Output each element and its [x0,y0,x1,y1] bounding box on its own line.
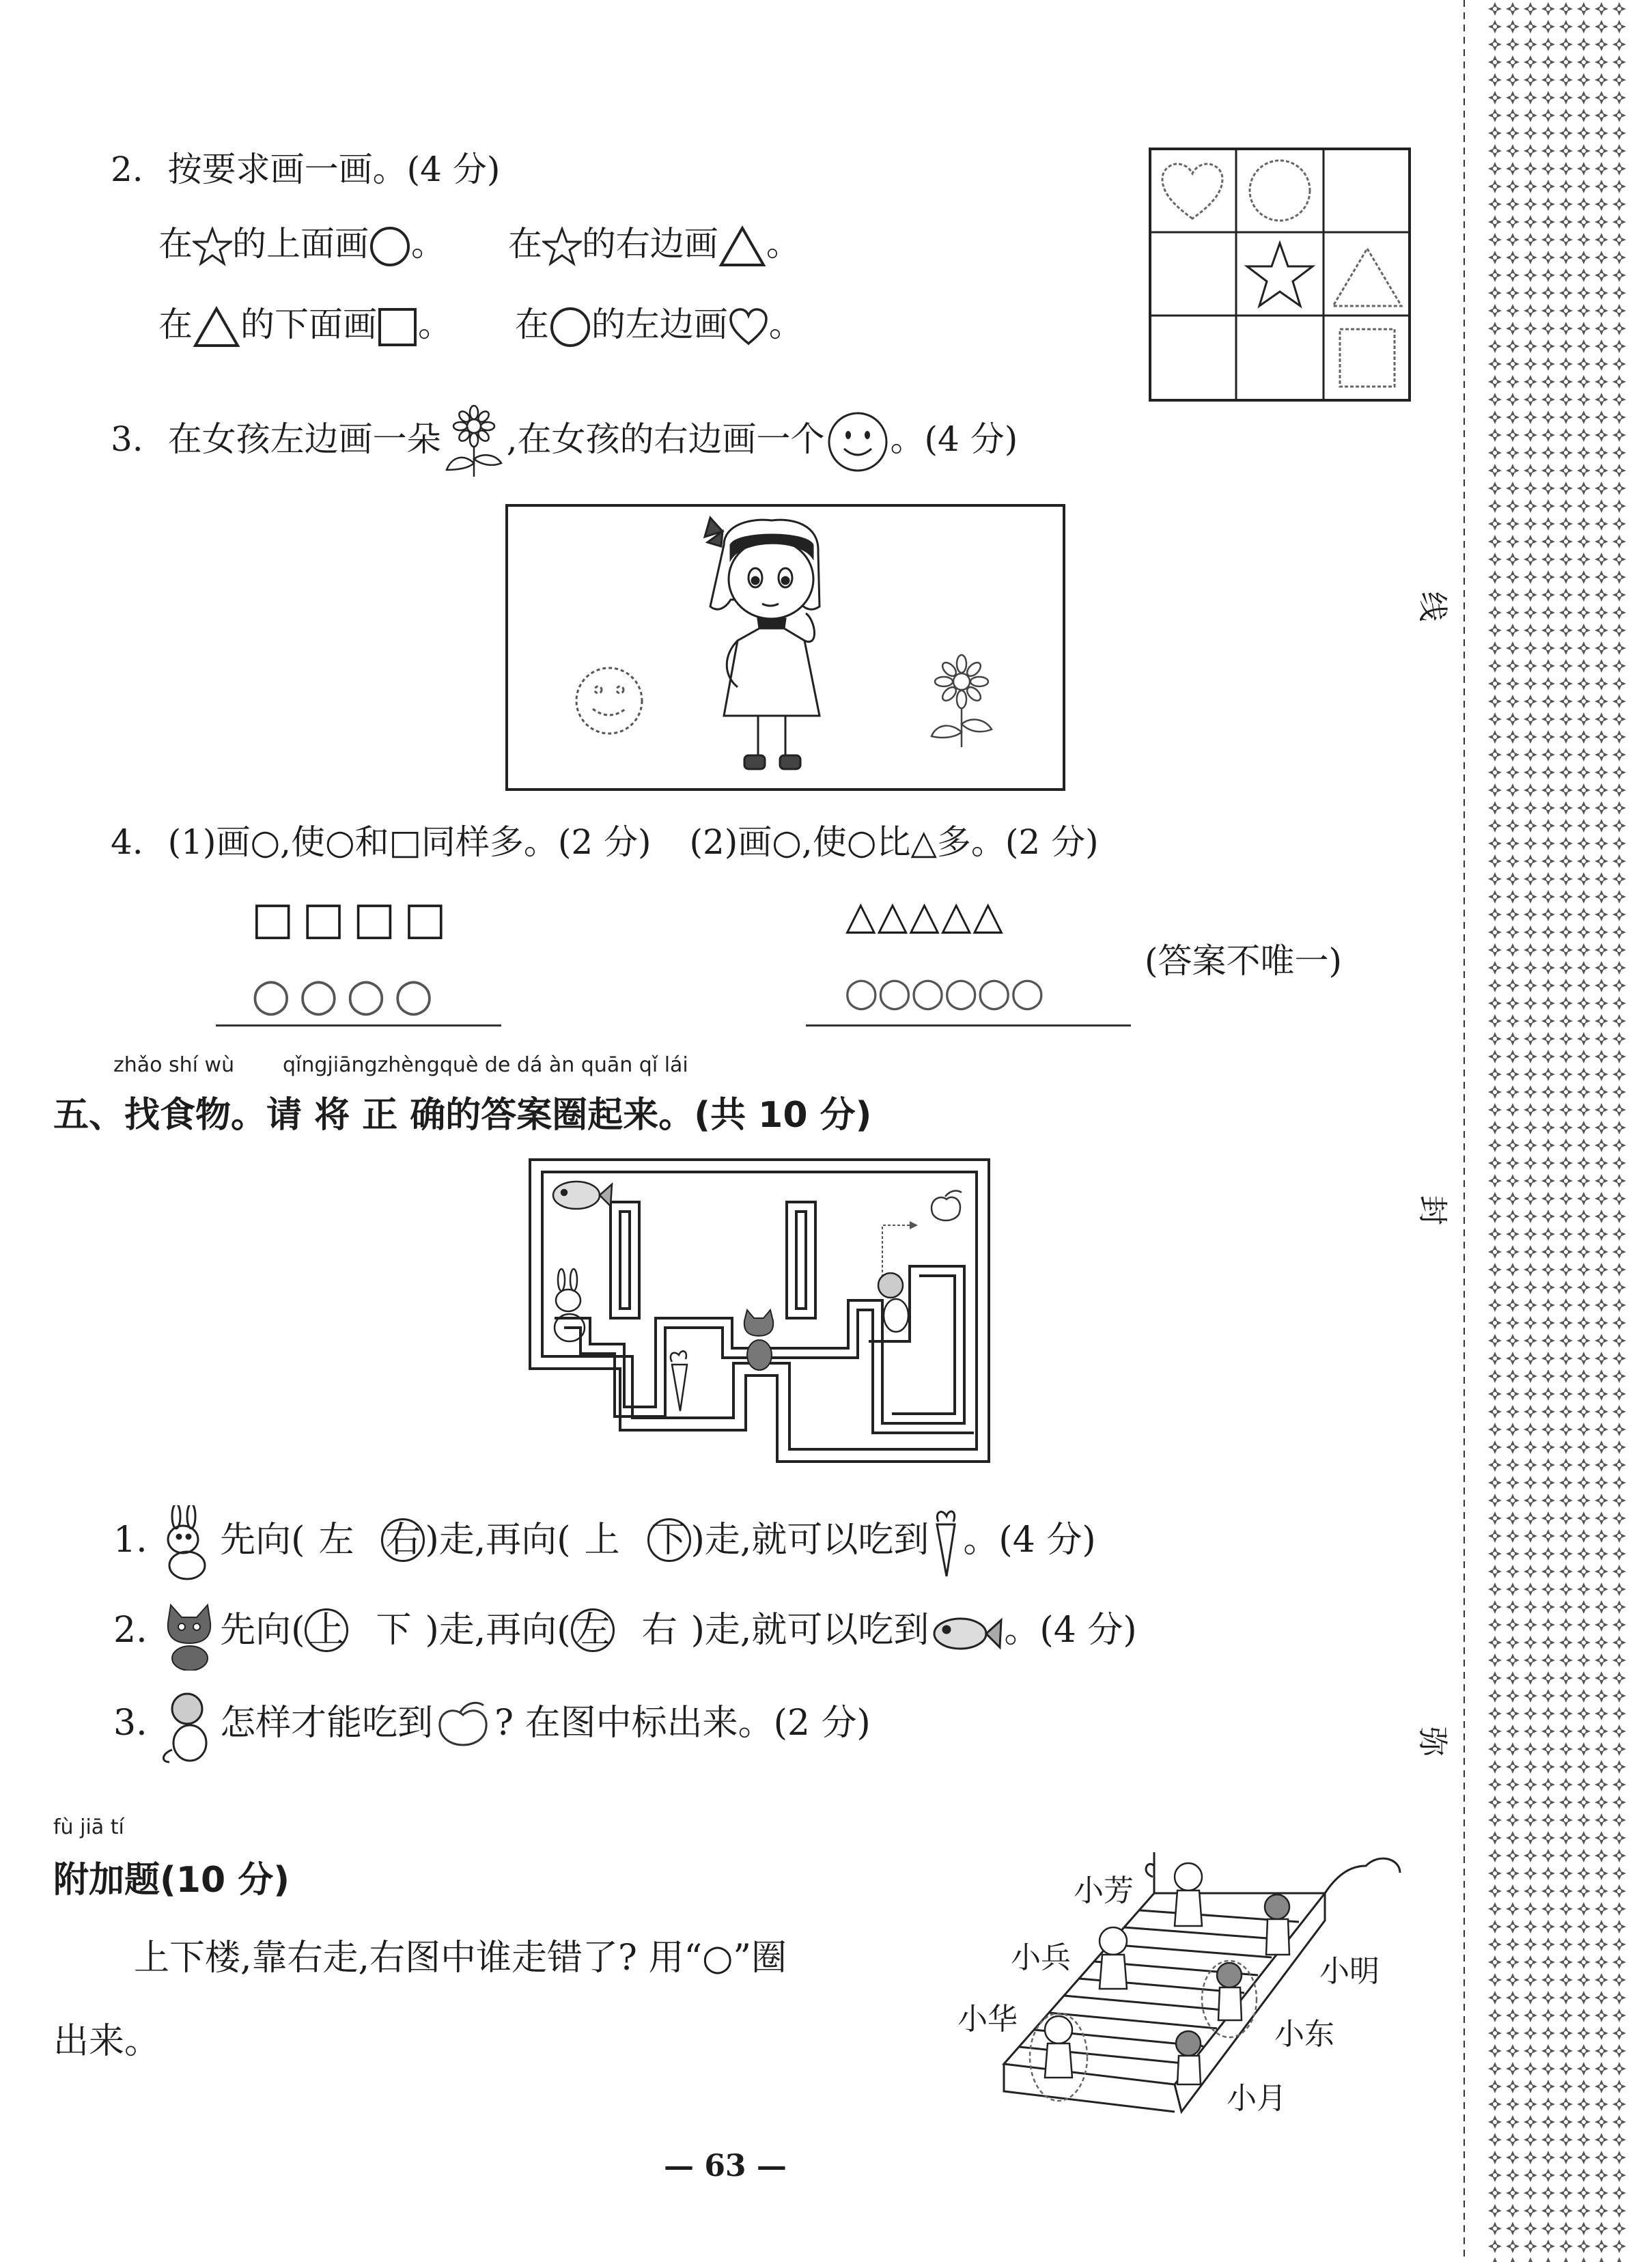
circled-answer: 下 [647,1518,691,1562]
binding-mark-seal: 封 [1415,1195,1450,1225]
s5-pinyin-a: zhǎo shí wù [113,1053,235,1077]
q4-circles6-answer: ○○○○○○ [844,968,1044,1015]
q4-circles-answer: ○○○○ [251,968,442,1021]
q2-line1: 在 的上面画 。 在 的右边画 。 [158,220,800,268]
s5q2-text: 2. 先向( 上 下 )走,再向( 左 右 )走,就可以吃到 。(4 分) [113,1593,1137,1671]
stairs-picture [983,1852,1407,2132]
s5q3-text: 3. 怎样才能吃到 ? 在图中标出来。(2 分) [113,1686,871,1763]
q2-line2: 在 的下面画 。 在 的左边画 。 [158,301,803,348]
s5q1-text: 1. 先向( 左 右 )走,再向( 上 下 )走,就可以吃到 。(4 分) [113,1503,1096,1580]
q4-text: 4. (1)画○,使○和□同样多。(2 分) (2)画○,使○比△多。(2 分) [111,822,1099,862]
name-xiaohua: 小华 [957,2002,1018,2037]
maze-picture [527,1157,992,1464]
fish-icon [929,1609,1004,1657]
flower-icon [441,404,507,479]
binding-mark-line: 线 [1415,591,1450,622]
s5-pinyin-b: qǐngjiāngzhèngquè de dá àn quān qǐ lái [283,1053,688,1077]
answer-note: (答案不唯一) [1145,941,1343,981]
girl-picture [505,504,1065,791]
binding-mark-close: 弥 [1415,1727,1450,1757]
circled-answer: 上 [305,1608,348,1652]
q2-title [111,145,500,193]
page-number: — 63 — [664,2149,787,2183]
name-xiaoming: 小明 [1319,1954,1380,1989]
monkey-icon [158,1688,220,1763]
peach-icon [433,1699,494,1753]
circled-answer: 右 [381,1518,425,1562]
bonus-title: 附加题(10 分) [53,1860,290,1901]
binding-strip [1451,0,1629,2262]
triangle-icon [1333,249,1401,306]
bonus-line2: 出来。 [53,2021,160,2062]
drawn-flower [932,655,992,747]
q4-squares: □□□□ [251,892,455,945]
girl-figure [705,518,820,769]
q4-answer-line-2 [806,1024,1131,1027]
fish-icon [553,1182,612,1209]
smiley-icon [825,409,891,475]
q4-triangles: △△△△△ [845,892,1005,938]
circle-icon [1250,160,1310,221]
bonus-pinyin: fù jiā tí [53,1815,124,1839]
rabbit-icon [158,1505,220,1580]
radish-icon [929,1505,963,1580]
cat-icon [744,1310,773,1370]
triangle-outline-icon [718,225,766,268]
shape-grid [1149,148,1411,402]
circle-outline-icon [549,306,591,348]
star-outline-icon [542,227,582,266]
square-outline-icon [377,307,418,348]
peach-icon [932,1191,962,1220]
s5-title: 五、找食物。请 将 正 确的答案圈起来。(共 10 分) [53,1095,872,1136]
heart-outline-icon [728,307,769,348]
name-xiaobing: 小兵 [1011,1940,1071,1975]
triangle-outline-icon [193,306,240,348]
q2-number: 2. [111,150,143,189]
q4-answer-line-1 [216,1024,501,1027]
name-xiaoyue: 小月 [1227,2081,1287,2116]
heart-icon [1162,164,1222,219]
q2-text: 按要求画一画。(4 分) [167,150,501,189]
drawn-smiley [576,668,642,734]
q3-text: 3. 在女孩左边画一朵 ,在女孩的右边画一个 。(4 分) [111,404,1018,479]
name-xiaofang: 小芳 [1074,1873,1134,1908]
circled-answer: 左 [571,1608,615,1652]
square-icon [1340,329,1395,387]
bonus-line1: 上下楼,靠右走,右图中谁走错了? 用“○”圈 [134,1938,787,1979]
name-xiaodong: 小东 [1274,2017,1334,2052]
star-outline-icon [193,227,232,266]
star-icon [1247,243,1313,306]
cat-icon [158,1595,220,1671]
radish-icon [671,1351,687,1411]
circle-outline-icon [369,225,411,268]
